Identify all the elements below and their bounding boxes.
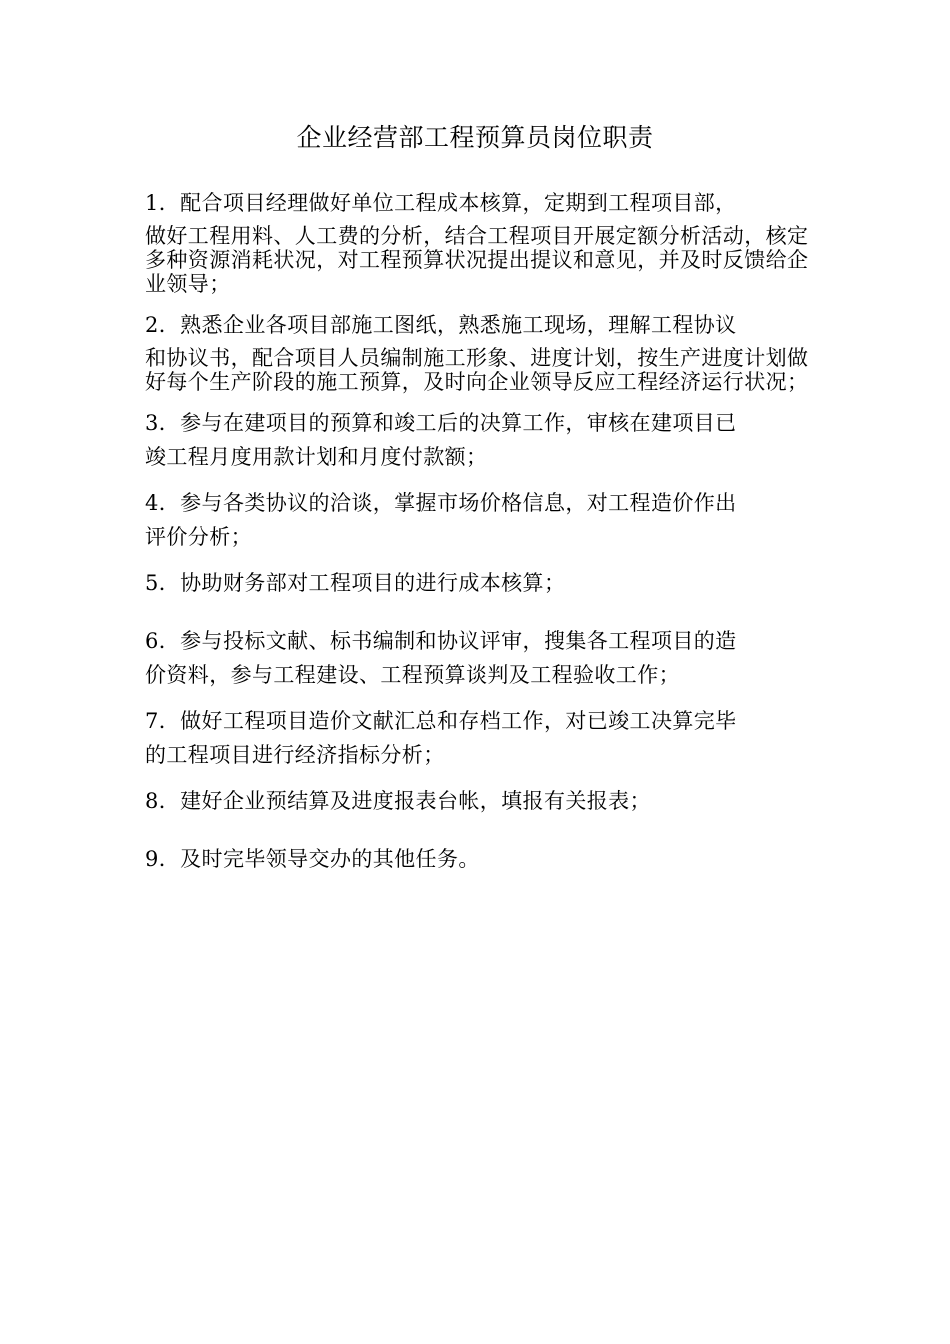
duty-item-8-first-line: 8．建好企业预结算及进度报表台帐，填报有关报表； xyxy=(145,789,651,813)
duty-item-2 xyxy=(145,308,815,394)
page-title: 企业经营部工程预算员岗位职责 xyxy=(296,123,654,152)
duty-item-2-first-line: 2．熟悉企业各项目部施工图纸，熟悉施工现场，理解工程协议 xyxy=(145,313,737,337)
duty-item-5-first-line: 5．协助财务部对工程项目的进行成本核算； xyxy=(145,571,566,595)
duty-item-4 xyxy=(145,486,815,554)
duty-item-1-first-line: 1．配合项目经理做好单位工程成本核算，定期到工程项目部， xyxy=(145,191,737,215)
duty-item-6-first-line: 6．参与投标文献、标书编制和协议评审，搜集各工程项目的造 xyxy=(145,629,737,653)
duty-item-9 xyxy=(145,842,815,876)
duty-item-1 xyxy=(145,186,815,296)
duty-item-2-continuation: 和协议书，配合项目人员编制施工形象、进度计划，按生产进度计划做好每个生产阶段的施工预算，及时向企业领导反应工程经济运行状况； xyxy=(145,346,809,394)
duty-item-3 xyxy=(145,406,815,474)
duty-item-6 xyxy=(145,624,815,692)
duty-item-9-first-line: 9．及时完毕领导交办的其他任务。 xyxy=(145,847,480,871)
duty-item-1-continuation: 做好工程用料、人工费的分析，结合工程项目开展定额分析活动，核定多种资源消耗状况，对工程预算状况提出提议和意见，并及时反馈给企业领导； xyxy=(145,224,809,296)
duty-item-3-continuation: 竣工程月度用款计划和月度付款额； xyxy=(145,445,488,469)
duty-list xyxy=(145,186,815,900)
duty-item-4-first-line: 4．参与各类协议的洽谈，掌握市场价格信息，对工程造价作出 xyxy=(145,491,737,515)
duty-item-4-continuation: 评价分析； xyxy=(145,525,252,549)
duty-item-7-continuation: 的工程项目进行经济指标分析； xyxy=(145,743,445,767)
duty-item-3-first-line: 3．参与在建项目的预算和竣工后的决算工作，审核在建项目已 xyxy=(145,411,737,435)
duty-item-6-continuation: 价资料，参与工程建设、工程预算谈判及工程验收工作； xyxy=(145,663,680,687)
duty-item-7-first-line: 7．做好工程项目造价文献汇总和存档工作，对已竣工决算完毕 xyxy=(145,709,737,733)
duty-item-5 xyxy=(145,566,815,600)
duty-item-7 xyxy=(145,704,815,772)
duty-item-8 xyxy=(145,784,815,818)
